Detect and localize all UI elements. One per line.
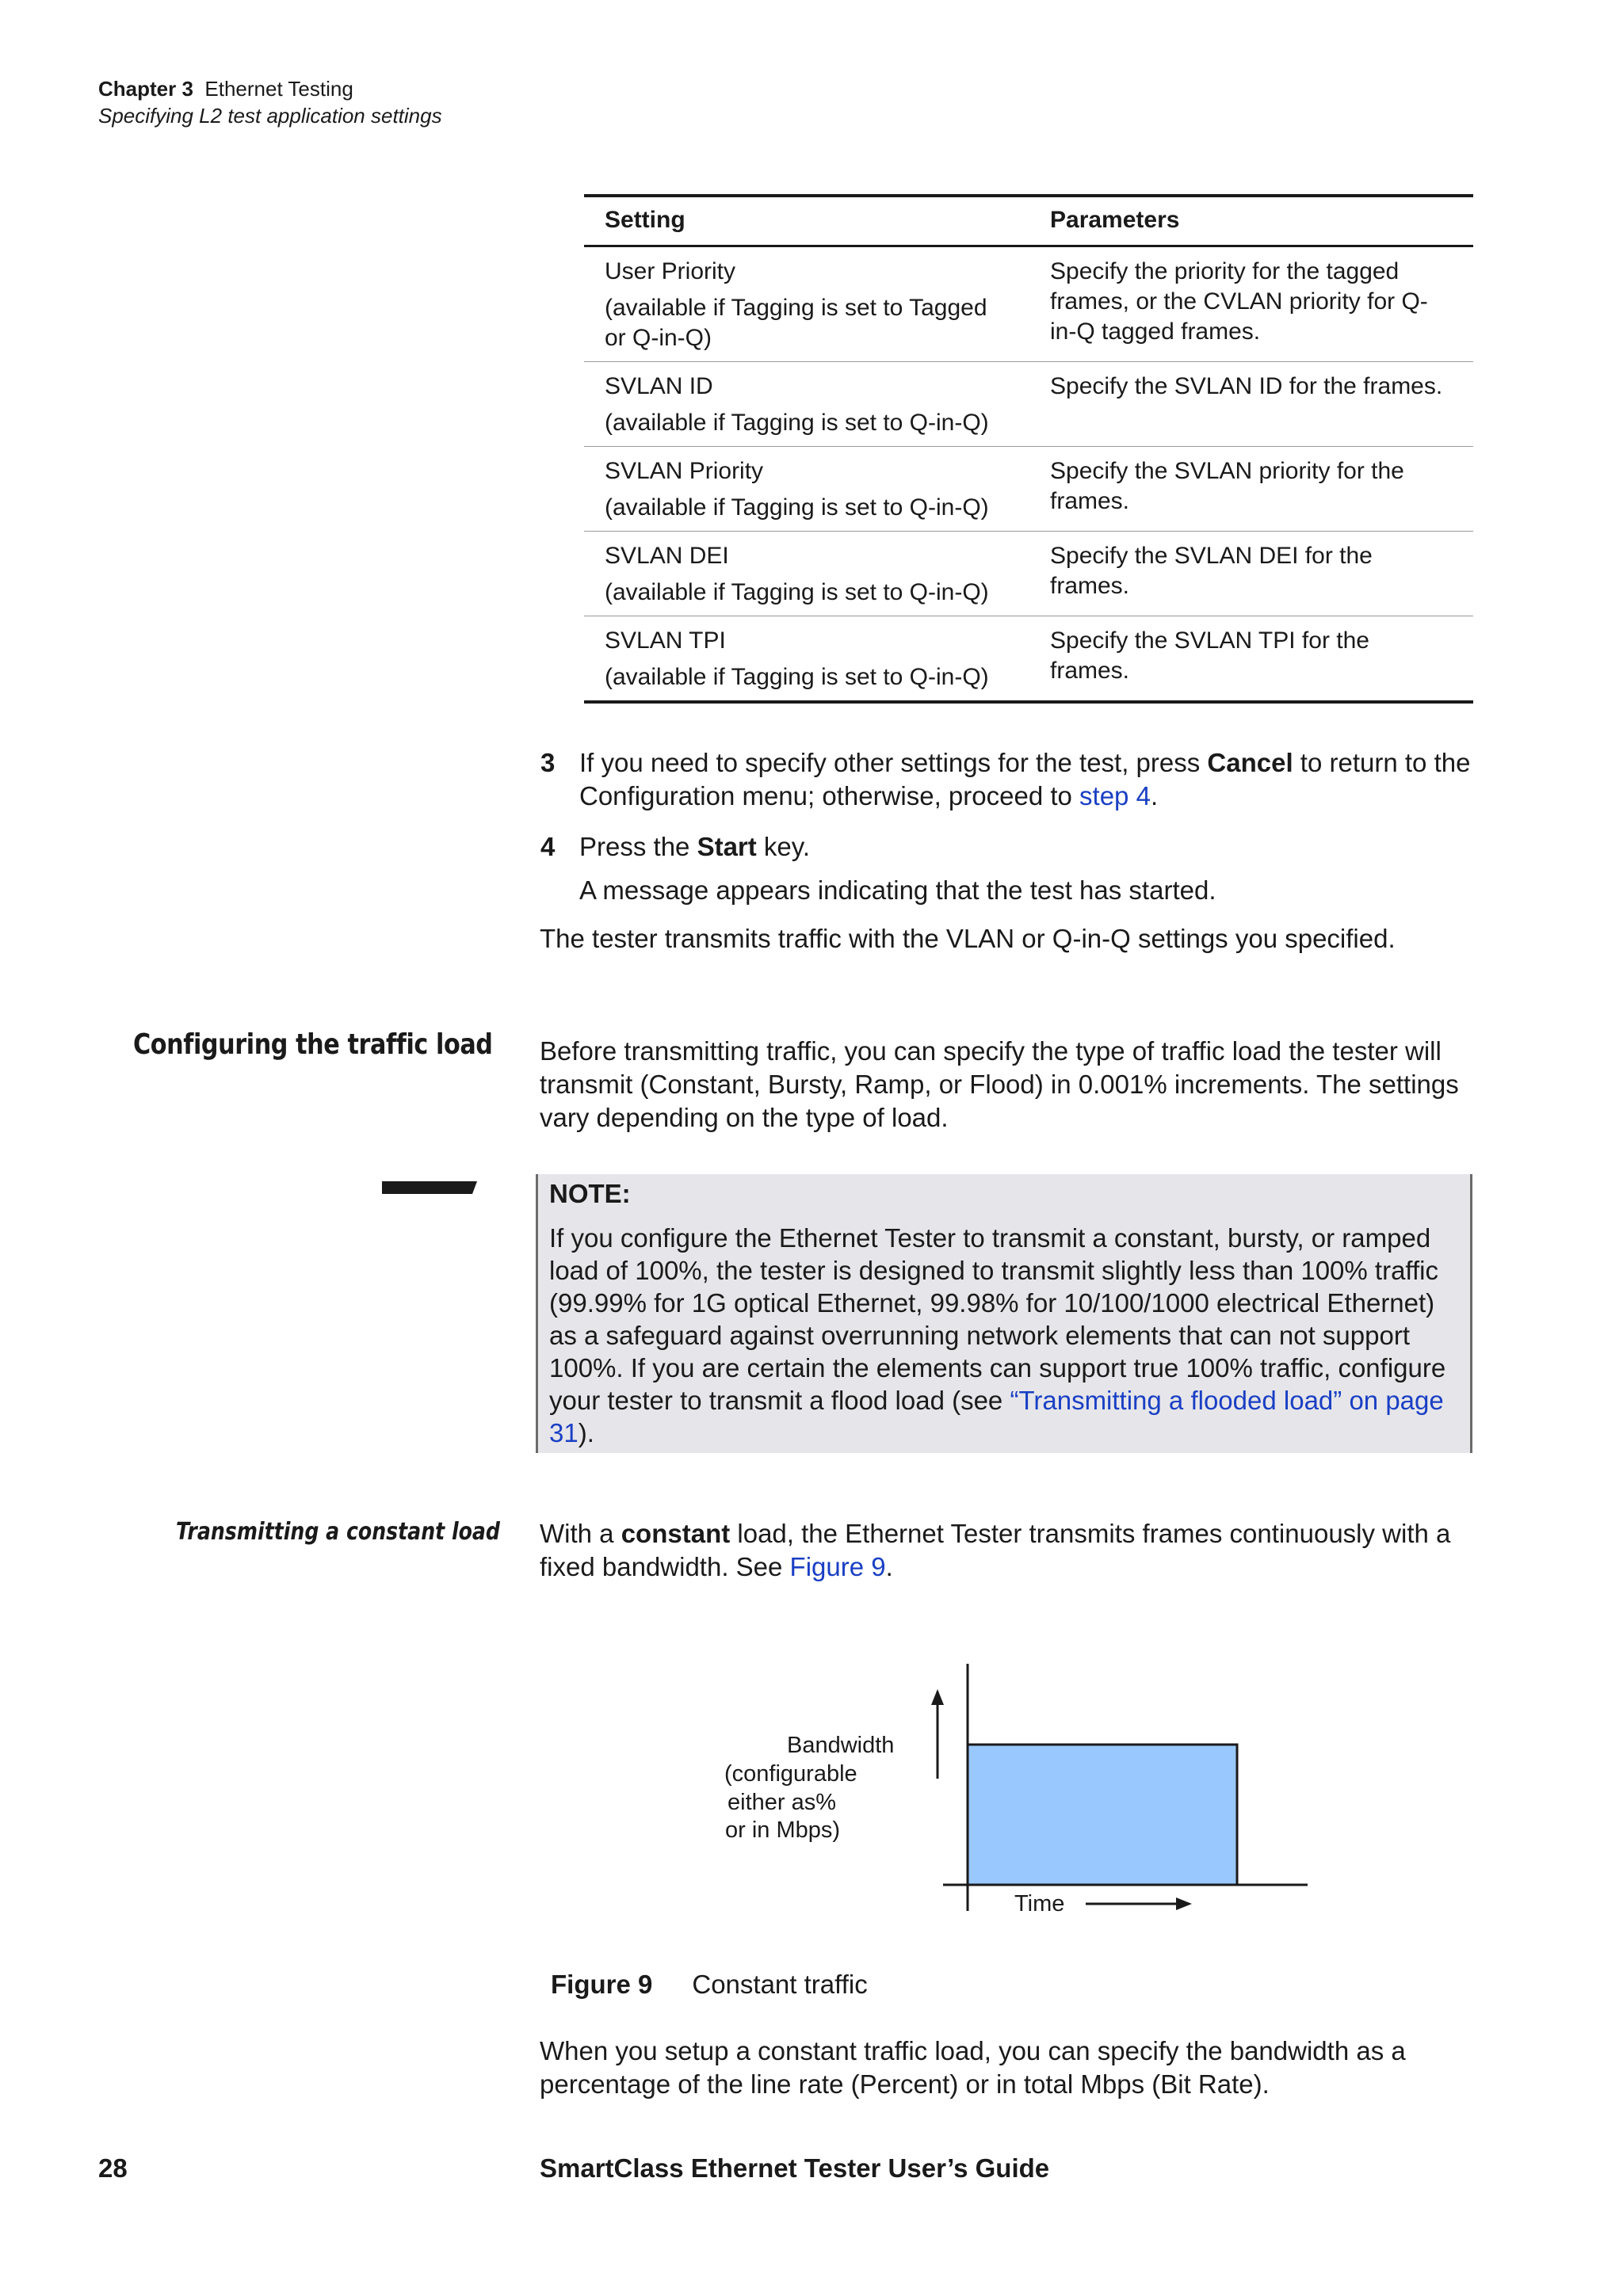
constant-traffic-figure — [697, 1656, 1323, 1933]
note-marker-bar — [382, 1181, 477, 1194]
setting-availability: (available if Tagging is set to Q-in-Q) — [605, 494, 989, 521]
step-4-result: A message appears indicating that the test has started. — [579, 875, 1216, 905]
setting-cell — [584, 362, 1029, 447]
section-intro: Before transmitting traffic, you can specify the type of traffic load the tester will transmit (Constant, Bursty, Ramp, or Flood) in 0.001% increments. The settings vary depending on the type of load. — [540, 1036, 1459, 1132]
bandwidth-label-line: either as% — [727, 1790, 837, 1815]
step-3-text: If you need to specify other settings for the test, press Cancel to return to the Configuration menu; otherwise, proceed to step 4. — [579, 748, 1471, 810]
setting-cell — [584, 246, 1029, 362]
setting-availability: (available if Tagging is set to Q-in-Q) — [605, 579, 989, 605]
note-box — [536, 1174, 1472, 1453]
flooded-load-link[interactable]: “Transmitting a flooded load” on page 31 — [549, 1386, 1444, 1447]
table-row — [584, 362, 1473, 447]
step-4-number: 4 — [540, 832, 556, 861]
chapter-title: Ethernet Testing — [204, 77, 353, 101]
constant-load-rect — [968, 1745, 1237, 1885]
subsection-text: With a constant load, the Ethernet Tester transmits frames continuously with a fixed bandwidth. See Figure 9. — [540, 1519, 1451, 1581]
figure-caption — [551, 1970, 868, 2000]
bandwidth-arrowhead-icon — [931, 1689, 944, 1705]
figure-title: Constant traffic — [692, 1970, 868, 1999]
step-3-number: 3 — [540, 748, 556, 777]
table-row — [584, 532, 1473, 616]
table-row — [584, 246, 1473, 362]
closing-paragraph: When you setup a constant traffic load, you can specify the bandwidth as a percentage of the line rate (Percent) or in total Mbps (Bit Rate). — [540, 2036, 1406, 2099]
setting-name: User Priority — [605, 258, 736, 284]
setting-name: SVLAN DEI — [605, 543, 729, 569]
setting-name: SVLAN Priority — [605, 458, 764, 484]
parameter-cell: Specify the SVLAN ID for the frames. — [1029, 362, 1473, 447]
cancel-key-label: Cancel — [1207, 748, 1293, 777]
setting-availability: (available if Tagging is set to Q-in-Q) — [605, 664, 989, 690]
parameter-cell: Specify the priority for the tagged frames, or the CVLAN priority for Q-in-Q tagged frames. — [1029, 246, 1473, 362]
setting-availability: (available if Tagging is set to Q-in-Q) — [605, 410, 989, 436]
chapter-header — [98, 76, 353, 101]
settings-table — [584, 194, 1473, 704]
setting-availability: (available if Tagging is set to Tagged or Q-in-Q) — [605, 295, 987, 351]
steps-summary: The tester transmits traffic with the VLAN or Q-in-Q settings you specified. — [540, 924, 1396, 953]
figure-9-link[interactable]: Figure 9 — [789, 1552, 886, 1581]
note-body: If you configure the Ethernet Tester to transmit a constant, bursty, or ramped load of 100%, the tester is designed to transmit slightly less than 100% traffic (99.99% for 1G optical Ethernet, 99.98% for 10/100/1000 electrical Ethernet) as a safeguard against overrunning network elements that can not support 100%. If you are certain the elements can support true 100% traffic, configure your tester to transmit a flood load (see “Transmitting a flooded load” on page 31). — [549, 1223, 1446, 1447]
step-4-text: Press the Start key. — [579, 832, 811, 861]
table-header-row — [584, 196, 1473, 246]
book-title: SmartClass Ethernet Tester User’s Guide — [540, 2153, 1050, 2183]
step-4-link[interactable]: step 4 — [1079, 781, 1151, 810]
setting-name: SVLAN TPI — [605, 627, 726, 654]
setting-name: SVLAN ID — [605, 373, 713, 399]
note-title: NOTE: — [549, 1179, 631, 1208]
constant-keyword: constant — [621, 1519, 731, 1548]
chapter-label: Chapter 3 — [98, 77, 193, 101]
column-header-parameters: Parameters — [1029, 196, 1473, 246]
time-label: Time — [1014, 1891, 1065, 1917]
section-subtitle: Specifying L2 test application settings — [98, 104, 442, 128]
subsection-heading: Transmitting a constant load — [176, 1518, 500, 1546]
parameter-cell: Specify the SVLAN priority for the frames. — [1029, 447, 1473, 532]
setting-cell — [584, 616, 1029, 703]
page-number: 28 — [98, 2153, 128, 2183]
parameter-cell: Specify the SVLAN DEI for the frames. — [1029, 532, 1473, 616]
start-key-label: Start — [697, 832, 757, 861]
setting-cell — [584, 532, 1029, 616]
figure-number: Figure 9 — [551, 1970, 653, 1999]
bandwidth-label-line: Bandwidth — [787, 1733, 895, 1758]
bandwidth-label-line: (configurable — [724, 1761, 857, 1787]
time-arrowhead-icon — [1176, 1897, 1192, 1910]
parameter-cell: Specify the SVLAN TPI for the frames. — [1029, 616, 1473, 703]
section-heading: Configuring the traffic load — [133, 1028, 493, 1061]
setting-cell — [584, 447, 1029, 532]
table-row — [584, 447, 1473, 532]
bandwidth-label-line: or in Mbps) — [725, 1817, 841, 1843]
column-header-setting: Setting — [584, 196, 1029, 246]
table-row — [584, 616, 1473, 703]
